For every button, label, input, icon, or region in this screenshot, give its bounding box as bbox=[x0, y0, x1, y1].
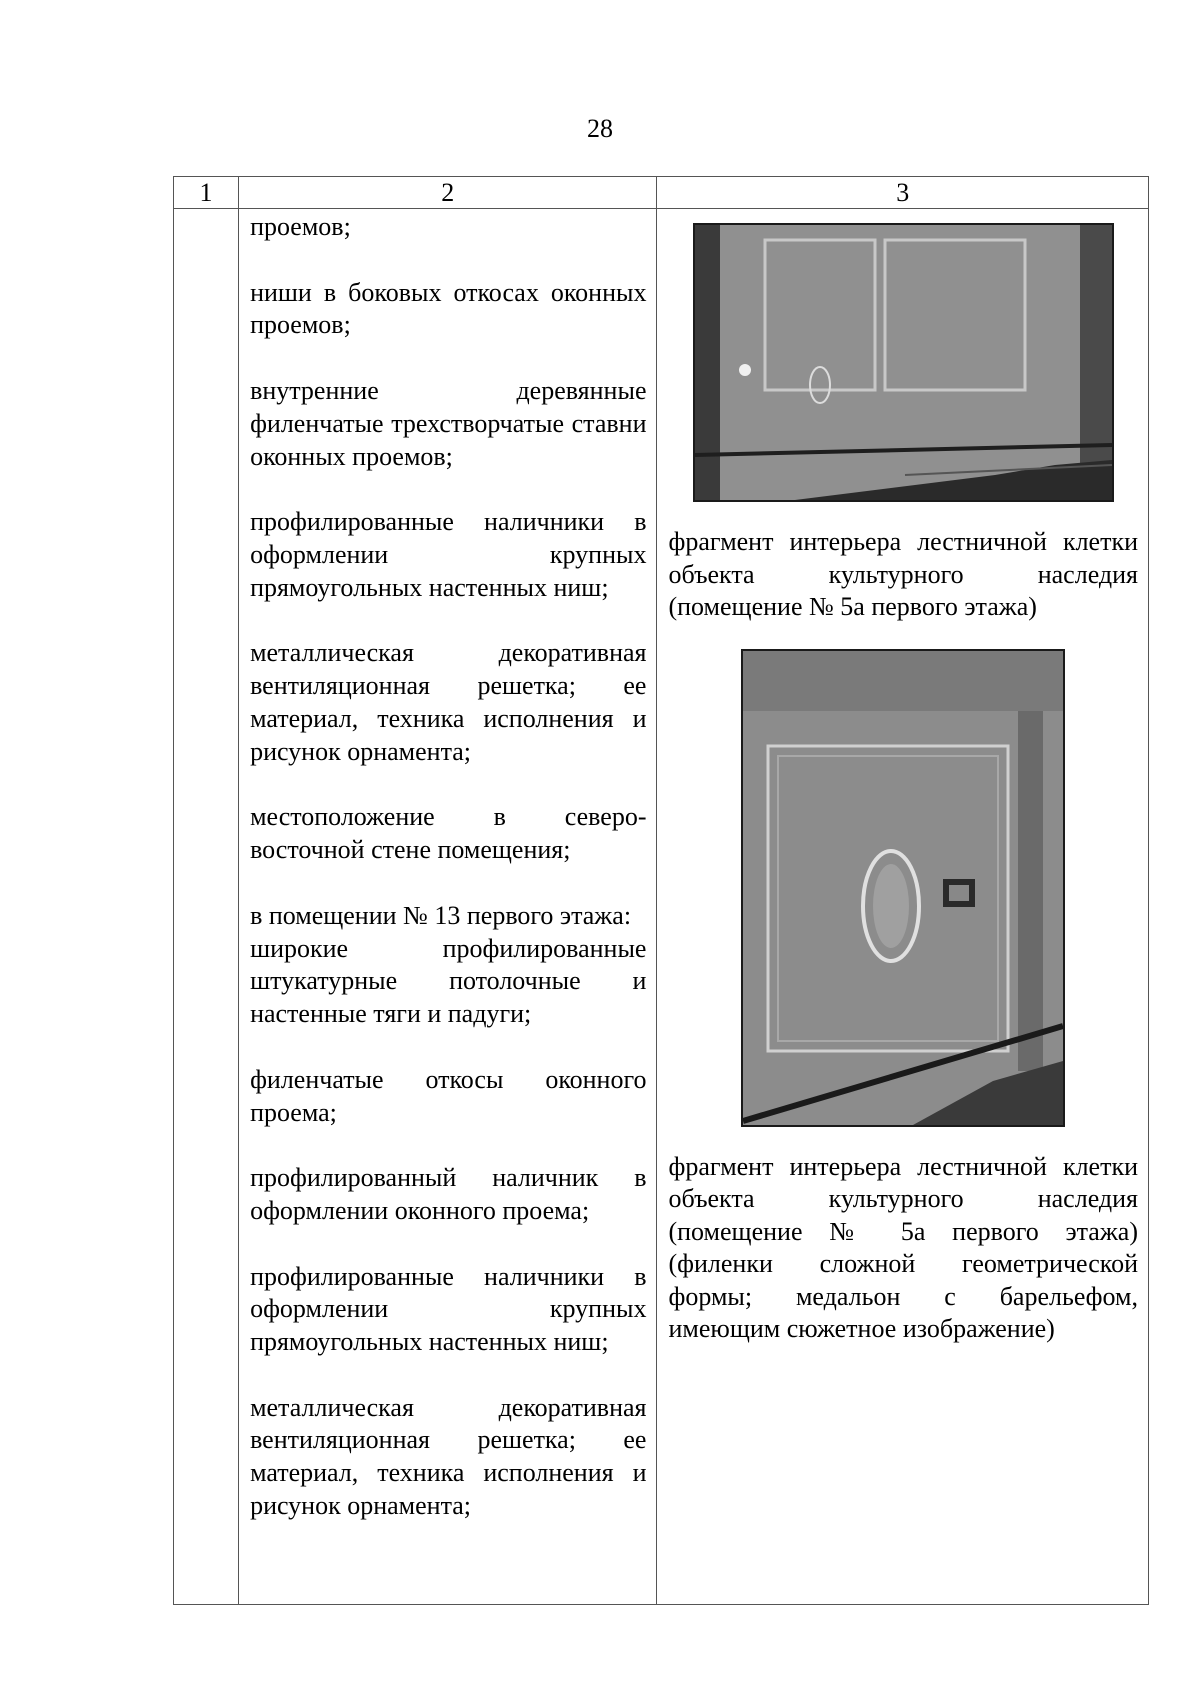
list-item: в помещении № 13 первого этажа: bbox=[250, 900, 632, 930]
list-item: проемов; bbox=[250, 212, 351, 241]
number-cell bbox=[174, 209, 239, 1605]
list-item: филенчатые откосы оконного проема; bbox=[250, 1064, 647, 1127]
photo-caption-1: фрагмент интерьера лестничной клетки объекта культурного наследия (помещение № 5а первого этажа) bbox=[668, 527, 1138, 621]
list-item: внутренние деревянные филенчатые трехстворчатые ставни оконных проемов; bbox=[250, 375, 647, 471]
list-item: профилированные наличники в оформлении крупных прямоугольных настенных ниш; bbox=[250, 1261, 647, 1357]
list-item: металлическая декоративная вентиляционная решетка; ее материал, техника исполнения и рисунок орнамента; bbox=[250, 638, 647, 766]
heritage-table bbox=[173, 176, 1149, 1605]
list-item: широкие профилированные штукатурные потолочные и настенные тяги и падуги; bbox=[250, 933, 647, 1029]
features-cell bbox=[239, 209, 657, 1605]
page-number: 28 bbox=[587, 114, 613, 143]
list-item: профилированные наличники в оформлении крупных прямоугольных настенных ниш; bbox=[250, 507, 647, 602]
table-header-row bbox=[174, 177, 1149, 209]
table-row bbox=[174, 209, 1149, 1605]
list-item: ниши в боковых откосах оконных проемов; bbox=[250, 277, 647, 340]
medallion-photo bbox=[741, 649, 1065, 1127]
list-item: металлическая декоративная вентиляционная решетка; ее материал, техника исполнения и рисунок орнамента; bbox=[250, 1392, 647, 1521]
header-col-3: 3 bbox=[657, 177, 1149, 209]
header-col-1: 1 bbox=[174, 177, 239, 209]
photos-cell bbox=[657, 209, 1149, 1605]
header-col-2: 2 bbox=[239, 177, 657, 209]
photo-caption-2: фрагмент интерьера лестничной клетки объекта культурного наследия (помещение № 5а первого этажа) (филенки сложной геометрической формы; медальон с барельефом, имеющим сюжетное изображение) bbox=[668, 1151, 1138, 1343]
list-item: местоположение в северо-восточной стене помещения; bbox=[250, 802, 647, 865]
list-item: профилированный наличник в оформлении оконного проема; bbox=[250, 1163, 647, 1225]
staircase-photo bbox=[693, 223, 1114, 502]
